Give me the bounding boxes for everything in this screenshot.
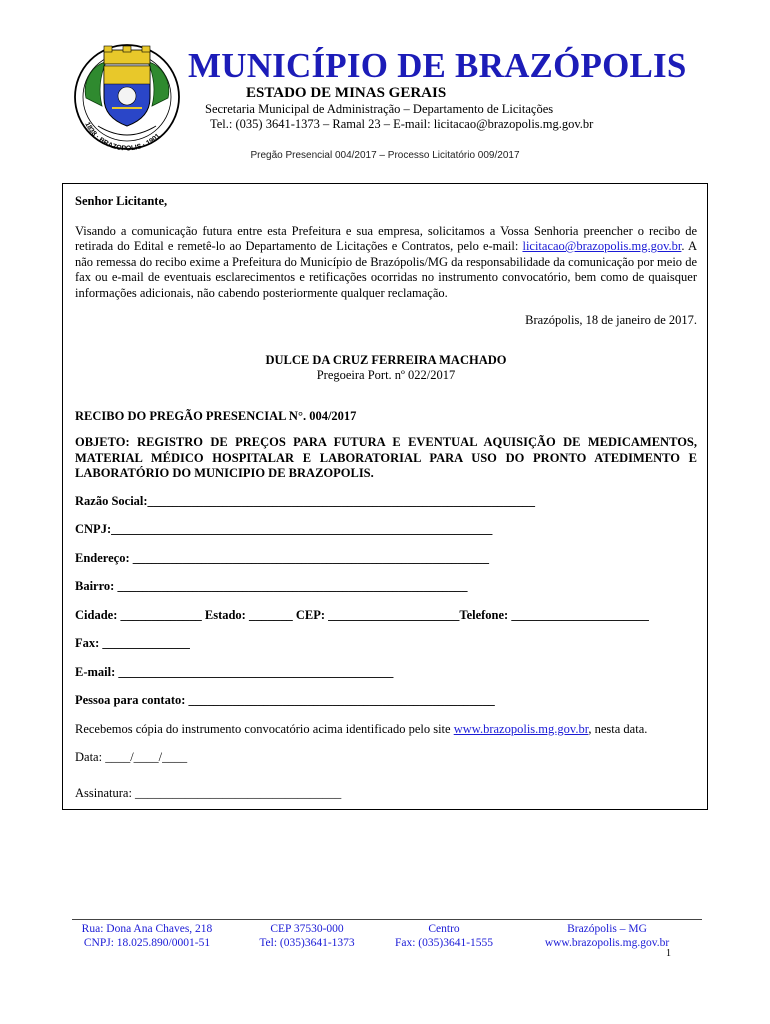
assinatura-field[interactable]: Assinatura: _________________________________: [75, 785, 342, 800]
letterhead: [0, 0, 770, 175]
footer-divider: [72, 919, 702, 920]
salutation: Senhor Licitante,: [75, 194, 168, 208]
notice-box: [62, 183, 708, 810]
department-line: Secretaria Municipal de Administração – Departamento de Licitações: [205, 102, 554, 116]
footer-cnpj: CNPJ: 18.025.890/0001-51: [83, 937, 211, 949]
cnpj-field[interactable]: CNPJ:_____________________________________________________________: [75, 522, 493, 536]
page-footer: [72, 922, 702, 952]
bairro-field[interactable]: Bairro: ________________________________________________________: [75, 579, 468, 593]
footer-tel: Tel: (035)3641-1373: [259, 937, 355, 949]
footer-bairro: Centro: [428, 923, 460, 935]
municipal-seal: [68, 40, 186, 154]
fax-field[interactable]: Fax: ______________: [75, 636, 190, 650]
coat-of-arms-icon: [68, 40, 186, 154]
signer-role: Pregoeira Port. nº 022/2017: [316, 368, 456, 382]
cidade-estado-cep-telefone-field[interactable]: Cidade: _____________ Estado: _______ CEP: _____________________Telefone: ______________________: [75, 607, 649, 622]
footer-address-column: [72, 922, 222, 950]
receipt-title: RECIBO DO PREGÃO PRESENCIAL N°. 004/2017: [75, 408, 357, 423]
data-field[interactable]: Data: ____/____/____: [75, 750, 188, 764]
footer-site: www.brazopolis.mg.gov.br: [544, 937, 670, 949]
letter-body: [75, 224, 697, 302]
email-field[interactable]: E-mail: ____________________________________________: [75, 664, 394, 679]
contact-line: Tel.: (035) 3641-1373 – Ramal 23 – E-mail: licitacao@brazopolis.mg.gov.br: [210, 117, 594, 131]
receipt-object: OBJETO: REGISTRO DE PREÇOS PARA FUTURA E EVENTUAL AQUISIÇÃO DE MEDICAMENTOS, MATERIAL MÉDICO HOSPITALAR E LABORATORIAL PARA USO DO PRONTO ATEDIMENTO E LABORATÓRIO DO MUNICIPIO DE BRAZOPOLIS.: [75, 435, 697, 480]
licitacao-email-link[interactable]: licitacao@brazopolis.mg.gov.br: [522, 239, 682, 253]
footer-address: Rua: Dona Ana Chaves, 218: [81, 923, 213, 935]
state-title: ESTADO DE MINAS GERAIS: [246, 85, 447, 101]
razao-social-field[interactable]: Razão Social:______________________________________________________________: [75, 493, 536, 508]
signer-name: DULCE DA CRUZ FERREIRA MACHADO: [265, 352, 507, 367]
process-reference: Pregão Presencial 004/2017 – Processo Licitatório 009/2017: [250, 150, 520, 161]
footer-cep: CEP 37530-000: [270, 923, 344, 935]
footer-cidade: Brazópolis – MG: [567, 923, 647, 935]
footer-city-column: [527, 922, 687, 950]
letter-body-part1: Visando a comunicação futura entre esta Prefeitura e sua empresa, solicitamos a Vossa Senhoria preencher o recibo de retirada do Edital e remetê-lo ao Departamento de Licitações e Contratos, pelo e-mail:: [75, 223, 697, 253]
copy-statement-part1: Recebemos cópia do instrumento convocatório acima identificado pelo site: [75, 721, 454, 736]
pessoa-contato-field[interactable]: Pessoa para contato: _________________________________________________: [75, 693, 495, 707]
footer-fax: Fax: (035)3641-1555: [394, 937, 494, 949]
website-link[interactable]: www.brazopolis.mg.gov.br: [453, 721, 589, 736]
seal-years-text: 1838 · BRAZOPOLIS · 1901: [83, 121, 162, 153]
endereco-field[interactable]: Endereço: _________________________________________________________: [75, 550, 489, 565]
footer-cep-column: [242, 922, 372, 950]
letter-body-part2: . A não remessa do recibo exime a Prefeitura do Município de Brazópolis/MG da responsabilidade da comunicação por meio de fax ou e-mail de eventuais esclarecimentos e retificações ocorridas no instrumento convocatório, bem como de quaisquer informações adicionais, não cabendo posteriormente qualquer reclamação.: [75, 239, 697, 300]
letter-date: Brazópolis, 18 de janeiro de 2017.: [525, 313, 697, 327]
footer-bairro-column: [384, 922, 504, 950]
copy-statement-part2: , nesta data.: [588, 721, 648, 736]
copy-received-statement: [75, 722, 697, 738]
page-number: 1: [666, 948, 671, 959]
municipality-title: MUNICÍPIO DE BRAZÓPOLIS: [188, 46, 687, 85]
